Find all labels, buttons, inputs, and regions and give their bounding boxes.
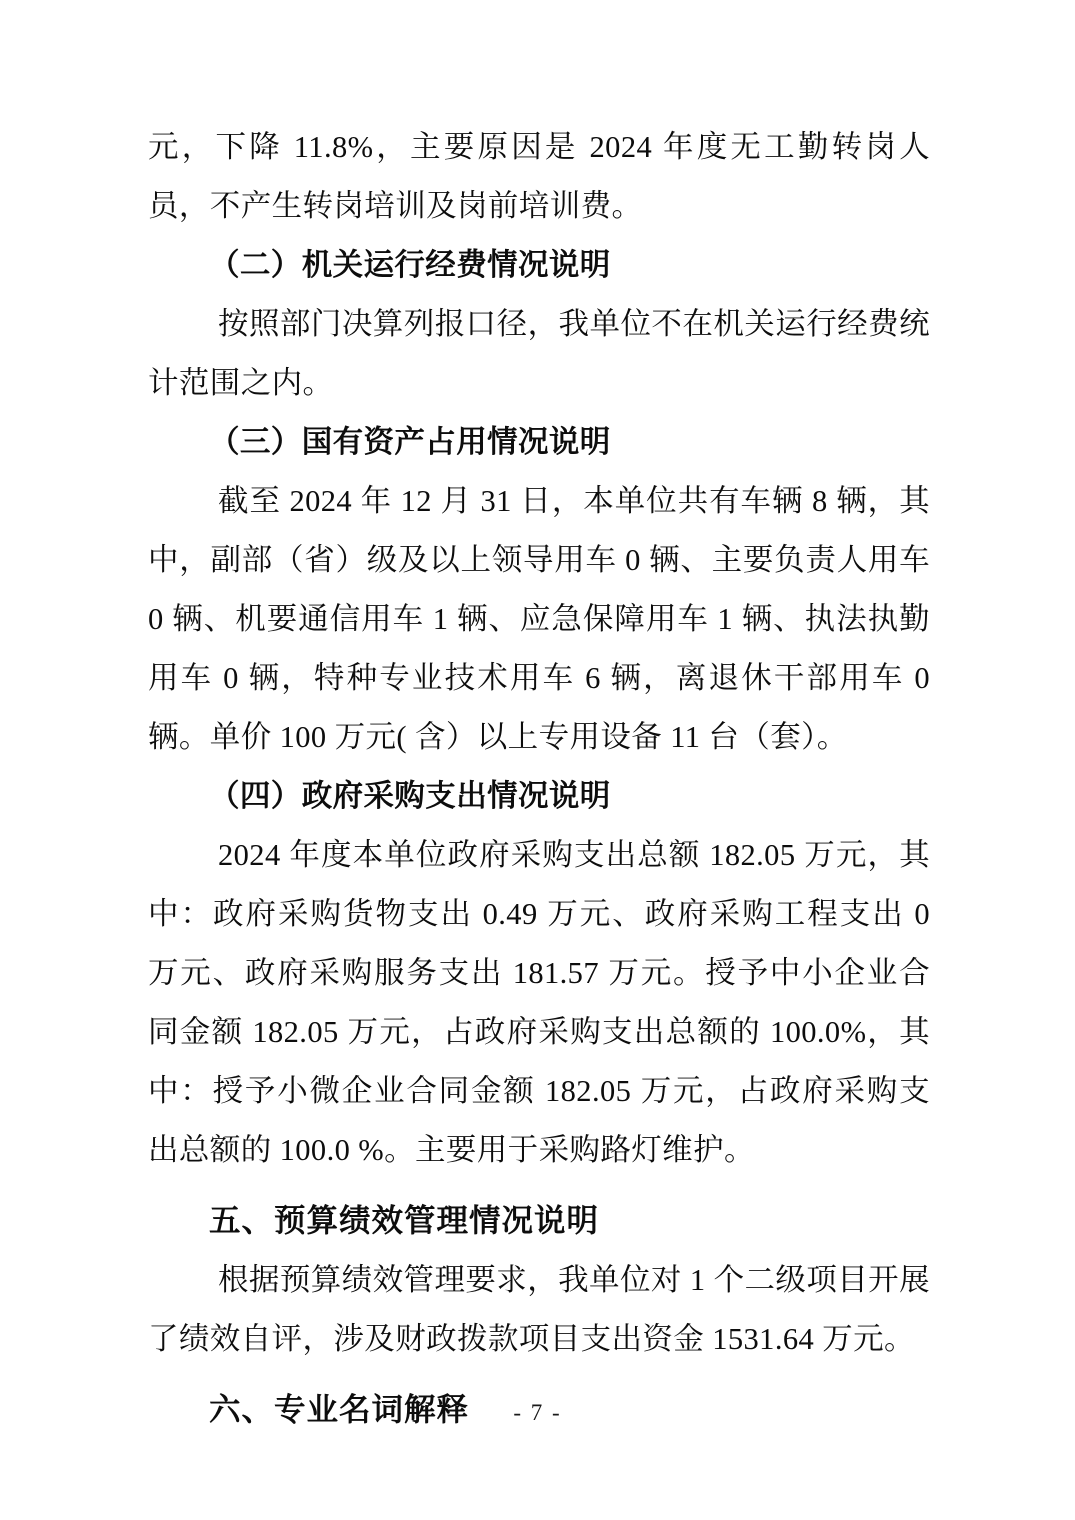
heading-section-three: （三）国有资产占用情况说明 <box>209 424 611 460</box>
heading-section-two: （二）机关运行经费情况说明 <box>209 247 611 283</box>
heading-section-five: 五、预算绩效管理情况说明 <box>209 1203 600 1239</box>
document-body <box>148 118 930 1440</box>
paragraph-continued: 元，下降 11.8%，主要原因是 2024 年度无工勤转岗人员，不产生转岗培训及岗前培训费。 <box>148 130 930 223</box>
paragraph-section-three: 截至 2024 年 12 月 31 日，本单位共有车辆 8 辆，其中，副部（省）级及以上领导用车 0 辆、主要负责人用车 0 辆、机要通信用车 1 辆、应急保障用车 1 辆、执法执勤用车 0 辆，特种专业技术用车 6 辆，离退休干部用车 0 辆。单价 100 万元( 含）以上专用设备 11 台（套）。 <box>148 484 930 754</box>
page-number: - 7 - <box>513 1400 562 1425</box>
paragraph-section-two: 按照部门决算列报口径，我单位不在机关运行经费统计范围之内。 <box>148 307 930 400</box>
paragraph-section-four: 2024 年度本单位政府采购支出总额 182.05 万元，其中：政府采购货物支出 0.49 万元、政府采购工程支出 0 万元、政府采购服务支出 181.57 万元。授予中小企业合同金额 182.05 万元，占政府采购支出总额的 100.0%，其中：授予小微企业合同金额 182.05 万元，占政府采购支出总额的 100.0 %。主要用于采购路灯维护。 <box>148 838 930 1167</box>
heading-section-four: （四）政府采购支出情况说明 <box>209 778 611 814</box>
heading-section-six: 六、专业名词解释 <box>209 1392 470 1428</box>
paragraph-section-five: 根据预算绩效管理要求，我单位对 1 个二级项目开展了绩效自评，涉及财政拨款项目支出资金 1531.64 万元。 <box>148 1263 930 1356</box>
